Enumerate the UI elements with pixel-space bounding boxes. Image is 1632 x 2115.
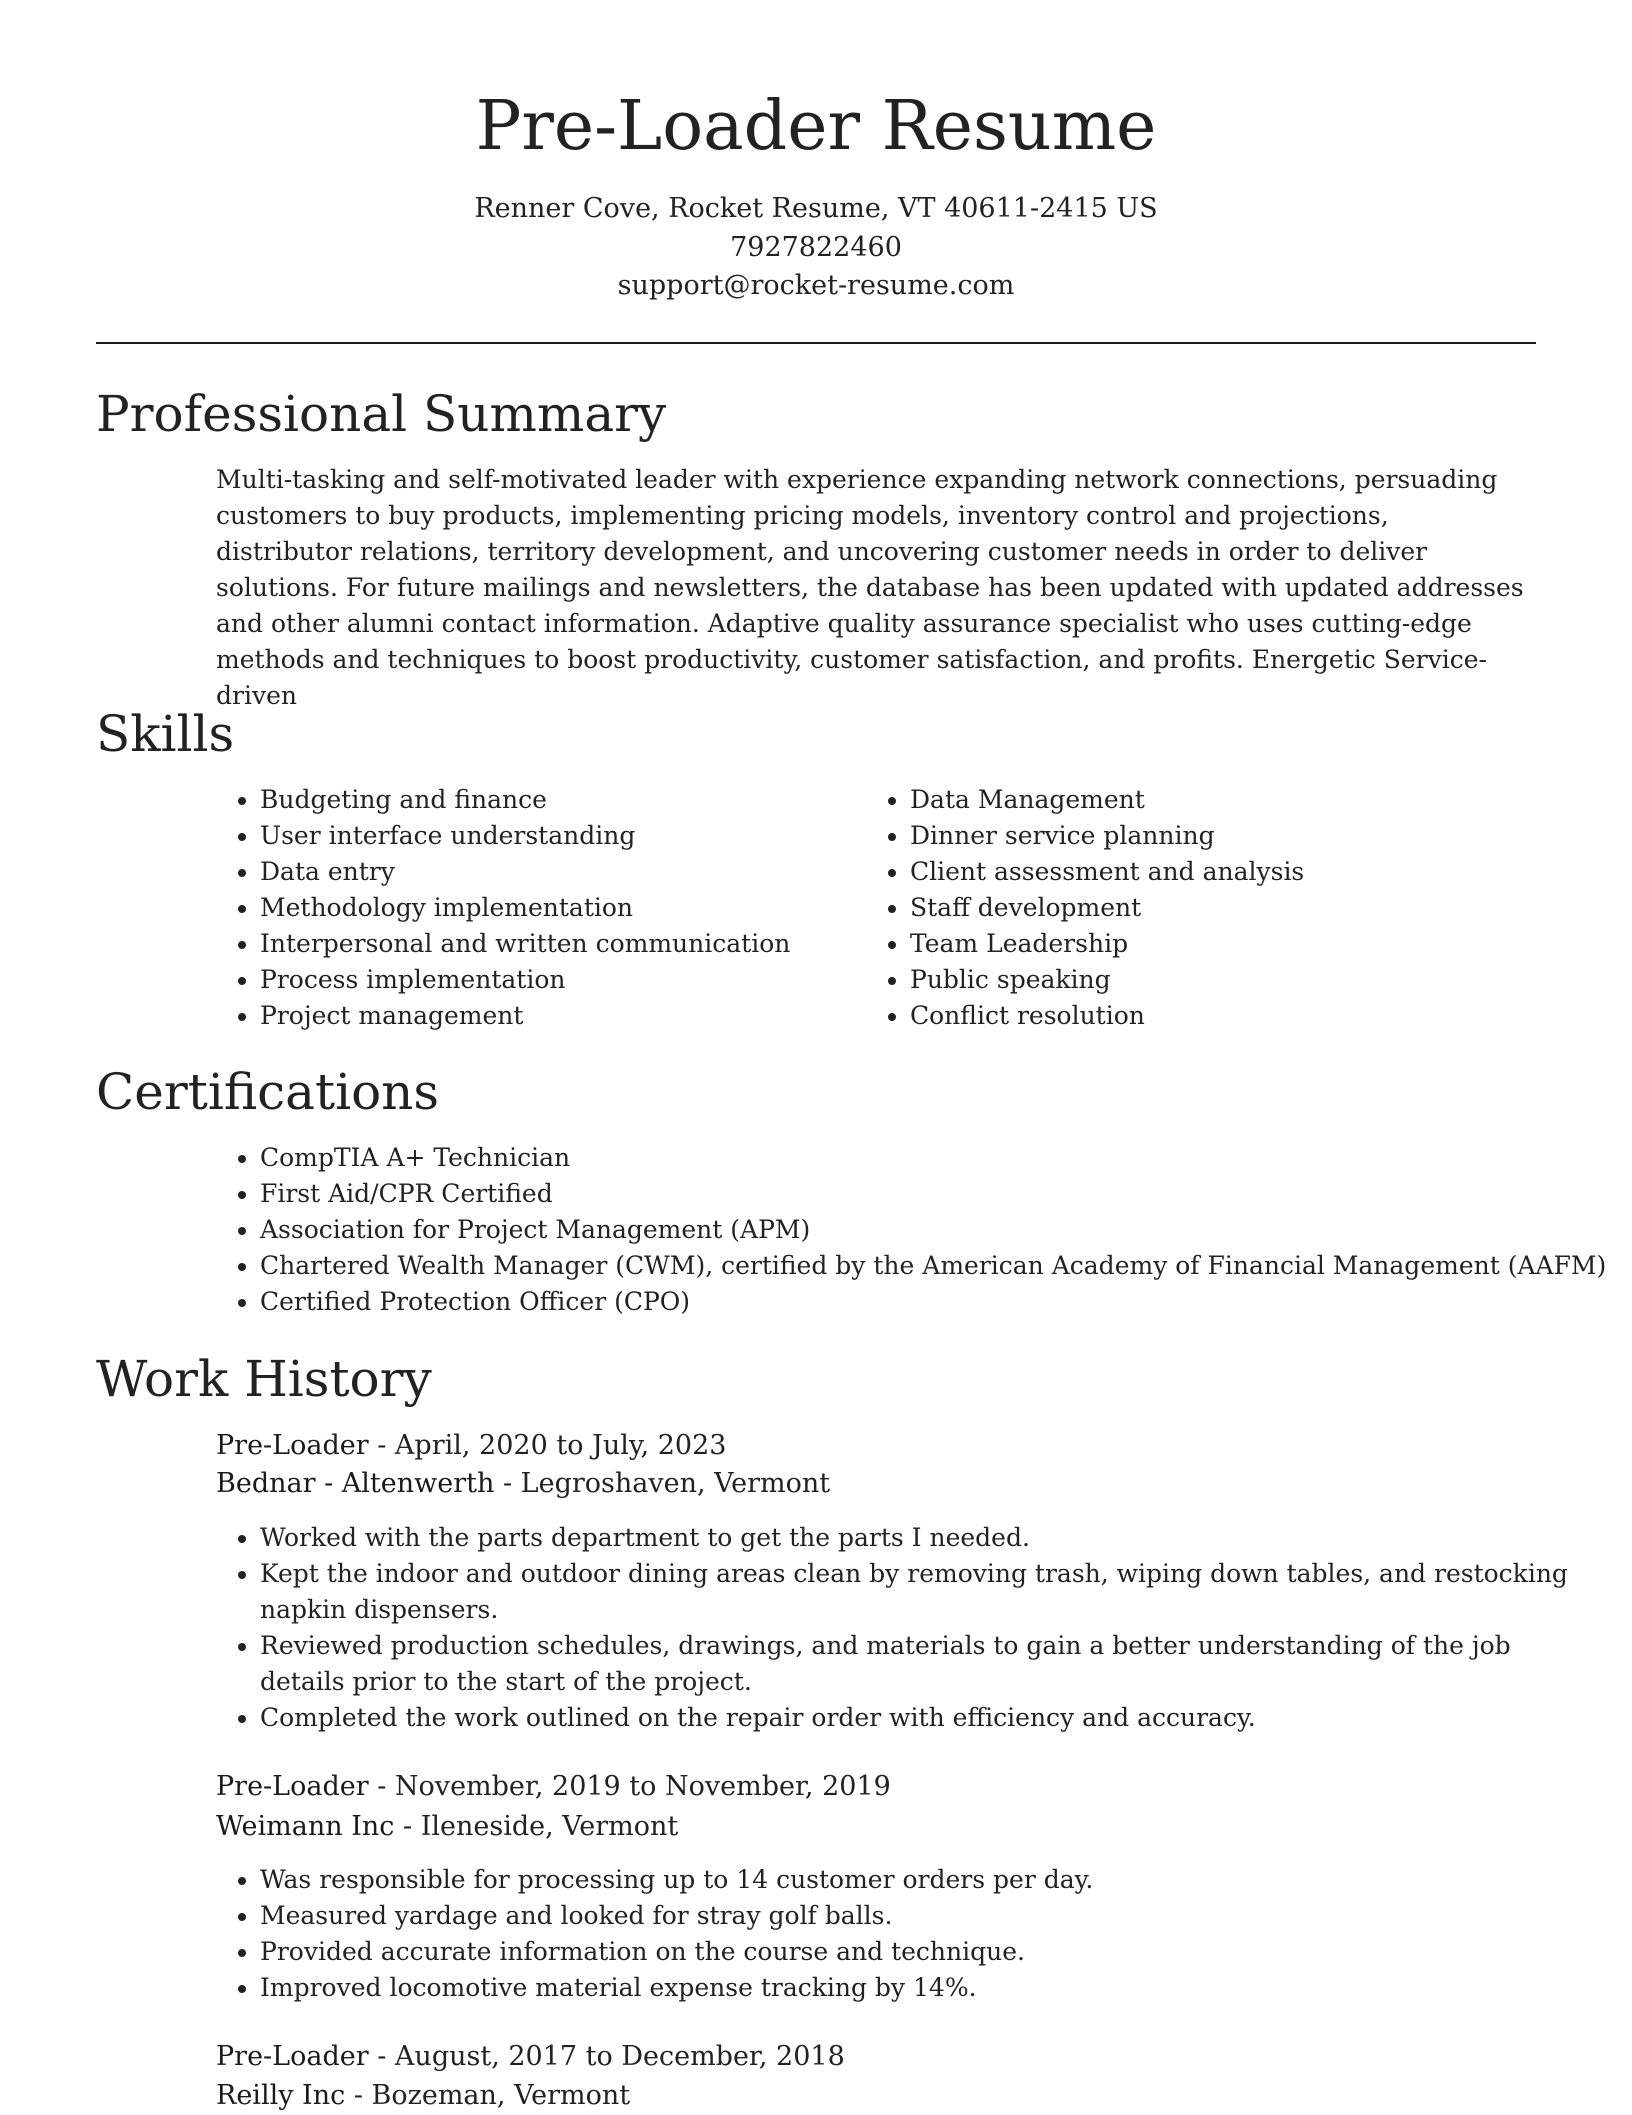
contact-phone: 7927822460 bbox=[730, 231, 902, 263]
job-location: - Bozeman, Vermont bbox=[345, 2080, 631, 2111]
job-bullet: • Kept the indoor and outdoor dining areas clean by removing trash, wiping down tables, and restocking napkin dispensers. bbox=[260, 1556, 1580, 1628]
job-bullet: • Worked with the parts department to get the parts I needed. bbox=[260, 1520, 1580, 1556]
skill-item: • Budgeting and finance bbox=[260, 782, 860, 818]
job-bullet: • Reviewed production schedules, drawings, and materials to gain a better understanding of the job details prior to the start of the project. bbox=[260, 1628, 1580, 1700]
header-divider bbox=[96, 342, 1536, 344]
job-dates: - November, 2019 to November, 2019 bbox=[368, 1771, 891, 1802]
certifications-heading: Certifications bbox=[96, 1063, 440, 1121]
skill-item: • Data Management bbox=[910, 782, 1510, 818]
skill-item: • Conflict resolution bbox=[910, 998, 1510, 1034]
job-bullets bbox=[216, 1862, 1580, 2006]
job-role: Pre-Loader bbox=[216, 1771, 369, 1802]
certification-item: • First Aid/CPR Certified bbox=[260, 1176, 1580, 1212]
work-history-heading: Work History bbox=[96, 1350, 432, 1408]
skill-item: • Public speaking bbox=[910, 962, 1510, 998]
job-company-line bbox=[216, 1808, 678, 1846]
certification-item: • Certified Protection Officer (CPO) bbox=[260, 1284, 1580, 1320]
certification-item: • Chartered Wealth Manager (CWM), certified by the American Academy of Financial Management (AAFM) bbox=[260, 1248, 1580, 1284]
job-bullet: • Measured yardage and looked for stray golf balls. bbox=[260, 1898, 1580, 1934]
job-bullet: • Completed the work outlined on the repair order with efficiency and accuracy. bbox=[260, 1700, 1580, 1736]
summary-text: Multi-tasking and self-motivated leader with experience expanding network connections, persuading customers to buy products, implementing pricing models, inventory control and projections, distributor relations, territory development, and uncovering customer needs in order to deliver solutions. For future mailings and newsletters, the database has been updated with updated addresses and other alumni contact information. Adaptive quality assurance specialist who uses cutting-edge methods and techniques to boost productivity, customer satisfaction, and profits. Energetic Service-driven bbox=[216, 465, 1524, 710]
job-dates: - April, 2020 to July, 2023 bbox=[368, 1430, 727, 1461]
job-company: Weimann Inc bbox=[216, 1811, 395, 1842]
skill-item: • Interpersonal and written communication bbox=[260, 926, 860, 962]
job-title-line bbox=[216, 1768, 891, 1806]
skills-list-left bbox=[216, 782, 860, 1034]
skills-heading: Skills bbox=[96, 705, 235, 763]
job-company: Bednar - Altenwerth bbox=[216, 1468, 495, 1499]
skill-item: • User interface understanding bbox=[260, 818, 860, 854]
certification-item: • Association for Project Management (APM) bbox=[260, 1212, 1580, 1248]
job-bullet: • Provided accurate information on the course and technique. bbox=[260, 1934, 1580, 1970]
job-role: Pre-Loader bbox=[216, 2041, 369, 2072]
contact-email: support@rocket-resume.com bbox=[617, 270, 1015, 301]
skill-item: • Staff development bbox=[910, 890, 1510, 926]
contact-block bbox=[0, 190, 1632, 306]
job-location: - Ileneside, Vermont bbox=[394, 1811, 679, 1842]
resume-title: Pre-Loader Resume bbox=[475, 87, 1157, 166]
job-bullets bbox=[216, 1520, 1580, 1736]
skill-item: • Dinner service planning bbox=[910, 818, 1510, 854]
job-company-line bbox=[216, 2077, 630, 2115]
job-company-line bbox=[216, 1465, 830, 1503]
skill-item: • Client assessment and analysis bbox=[910, 854, 1510, 890]
summary-heading: Professional Summary bbox=[96, 385, 667, 443]
skill-item: • Process implementation bbox=[260, 962, 860, 998]
job-bullet: • Improved locomotive material expense tracking by 14%. bbox=[260, 1970, 1580, 2006]
job-company: Reilly Inc bbox=[216, 2080, 346, 2111]
skill-item: • Data entry bbox=[260, 854, 860, 890]
skill-item: • Project management bbox=[260, 998, 860, 1034]
job-role: Pre-Loader bbox=[216, 1430, 369, 1461]
contact-address: Renner Cove, Rocket Resume, VT 40611-2415 US bbox=[474, 193, 1158, 224]
certifications-list bbox=[216, 1140, 1607, 1320]
job-location: - Legroshaven, Vermont bbox=[494, 1468, 831, 1499]
certification-item: • CompTIA A+ Technician bbox=[260, 1140, 1580, 1176]
job-bullet: • Was responsible for processing up to 14 customer orders per day. bbox=[260, 1862, 1580, 1898]
skill-item: • Methodology implementation bbox=[260, 890, 860, 926]
skill-item: • Team Leadership bbox=[910, 926, 1510, 962]
job-dates: - August, 2017 to December, 2018 bbox=[368, 2041, 845, 2072]
skills-list-right bbox=[866, 782, 1510, 1034]
job-title-line bbox=[216, 1427, 726, 1465]
job-title-line bbox=[216, 2038, 845, 2076]
